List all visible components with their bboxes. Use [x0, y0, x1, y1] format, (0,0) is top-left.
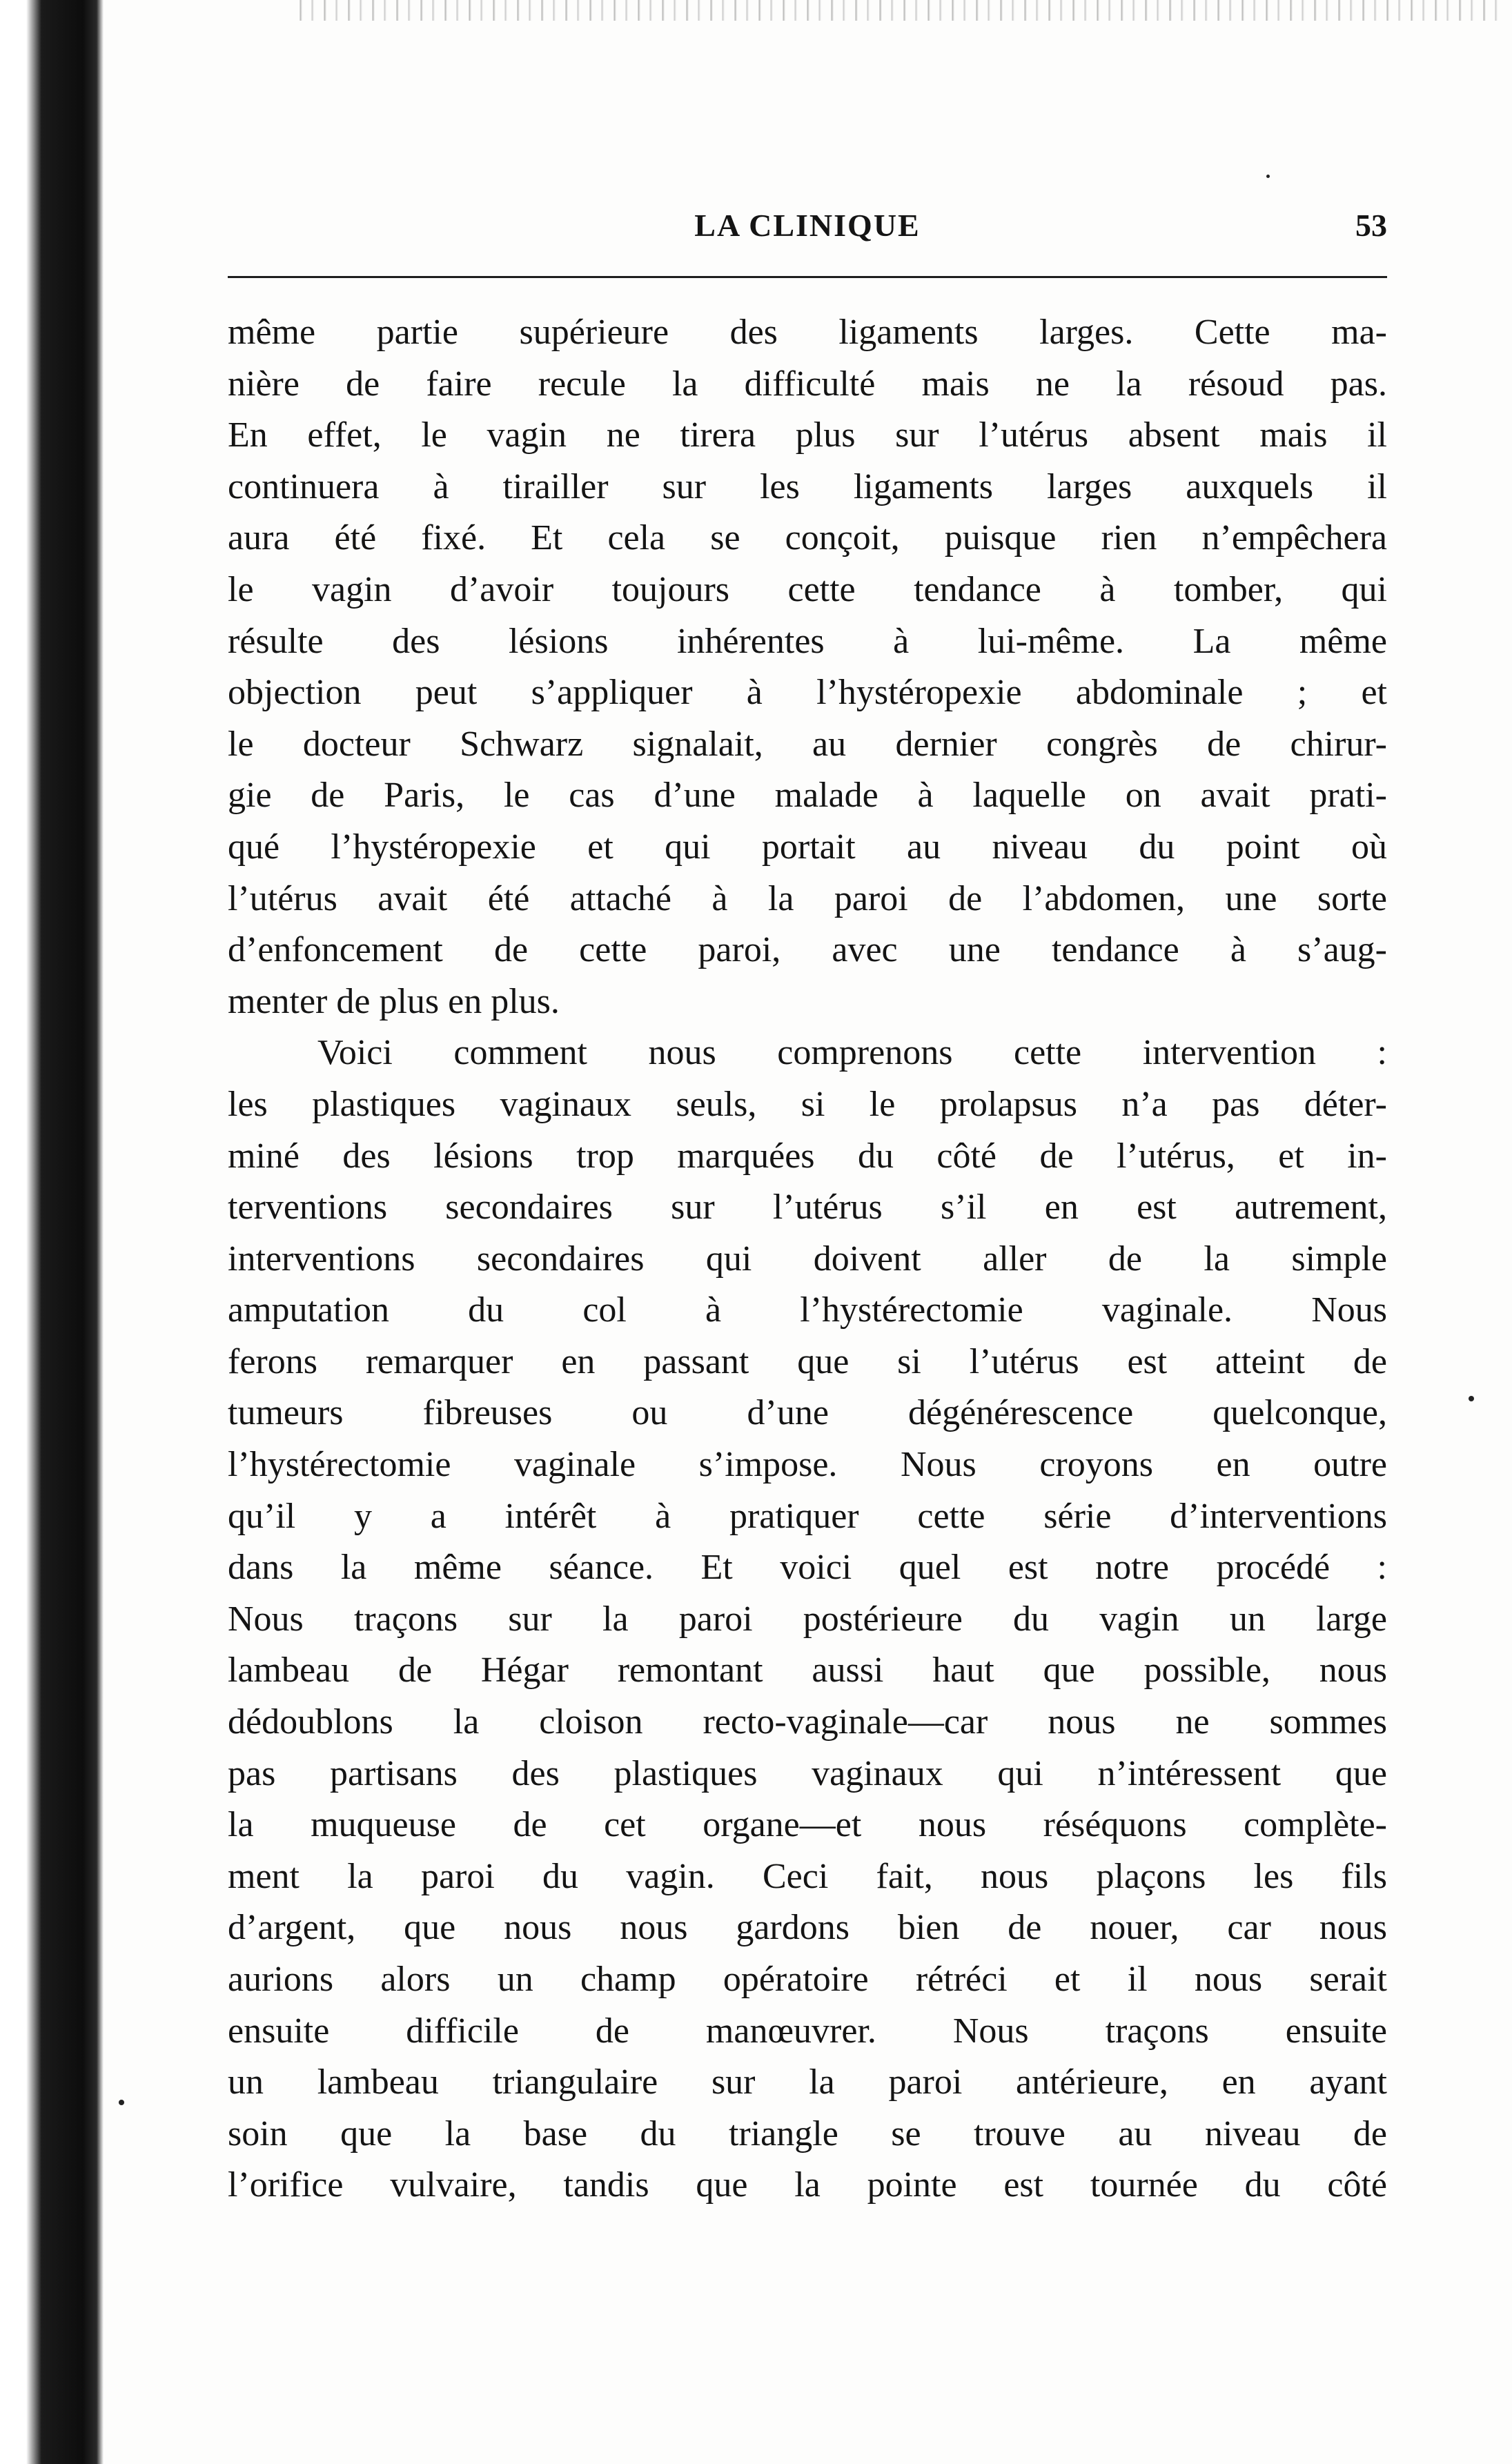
text-line: d’argent, que nous nous gardons bien de nouer, car nous	[228, 1908, 1387, 1948]
text-line: gie de Paris, le cas d’une malade à laquelle on avait prati-	[228, 776, 1387, 816]
text-line: l’utérus avait été attaché à la paroi de l’abdomen, une sorte	[228, 878, 1387, 918]
body-text	[228, 307, 1387, 2211]
text-line: la muqueuse de cet organe—et nous réséquons complète-	[228, 1805, 1387, 1845]
text-line: d’enfoncement de cette paroi, avec une tendance à s’aug-	[228, 930, 1387, 970]
margin-speck	[119, 2100, 124, 2105]
text-line: dédoublons la cloison recto-vaginale—car nous ne sommes	[228, 1702, 1387, 1742]
text-line: Nous traçons sur la paroi postérieure du vagin un large	[228, 1599, 1387, 1639]
margin-speck	[1469, 1396, 1474, 1401]
text-line: même partie supérieure des ligaments larges. Cette ma-	[228, 313, 1387, 352]
text-line: continuera à tirailler sur les ligaments larges auxquels il	[228, 466, 1387, 506]
header-rule	[228, 276, 1387, 278]
text-line: dans la même séance. Et voici quel est notre procédé :	[228, 1548, 1387, 1588]
text-line: qué l’hystéropexie et qui portait au niveau du point où	[228, 827, 1387, 867]
text-line: tumeurs fibreuses ou d’une dégénérescence quelconque,	[228, 1393, 1387, 1433]
text-line: En effet, le vagin ne tirera plus sur l’utérus absent mais il	[228, 415, 1387, 455]
text-line: qu’il y a intérêt à pratiquer cette série d’interventions	[228, 1496, 1387, 1536]
text-line: nière de faire recule la difficulté mais ne la résoud pas.	[228, 364, 1387, 404]
text-line: résulte des lésions inhérentes à lui-même. La même	[228, 621, 1387, 661]
running-title: LA CLINIQUE	[694, 208, 921, 243]
text-line: interventions secondaires qui doivent aller de la simple	[228, 1239, 1387, 1279]
text-line: menter de plus en plus.	[228, 981, 560, 1021]
binding-edge	[0, 0, 104, 2464]
running-header	[228, 207, 1387, 248]
text-line: l’orifice vulvaire, tandis que la pointe est tournée du côté	[228, 2165, 1387, 2205]
text-line: le docteur Schwarz signalait, au dernier congrès de chirur-	[228, 724, 1387, 764]
text-line: amputation du col à l’hystérectomie vaginale. Nous	[228, 1290, 1387, 1330]
text-line: pas partisans des plastiques vaginaux qui n’intéressent que	[228, 1753, 1387, 1793]
text-line: lambeau de Hégar remontant aussi haut que possible, nous	[228, 1650, 1387, 1691]
margin-speck	[1266, 175, 1270, 178]
text-line: les plastiques vaginaux seuls, si le prolapsus n’a pas déter-	[228, 1084, 1387, 1124]
text-line: terventions secondaires sur l’utérus s’il en est autrement,	[228, 1187, 1387, 1228]
text-line: ment la paroi du vagin. Ceci fait, nous plaçons les fils	[228, 1856, 1387, 1896]
text-line: soin que la base du triangle se trouve au niveau de	[228, 2113, 1387, 2153]
scan-noise	[290, 0, 1504, 21]
text-line: ensuite difficile de manœuvrer. Nous traçons ensuite	[228, 2011, 1387, 2051]
text-line: aurions alors un champ opératoire rétréci et il nous serait	[228, 1960, 1387, 1999]
text-line: ferons remarquer en passant que si l’utérus est atteint de	[228, 1341, 1387, 1381]
text-line: objection peut s’appliquer à l’hystéropexie abdominale ; et	[228, 673, 1387, 713]
text-line: aura été fixé. Et cela se conçoit, puisque rien n’empêchera	[228, 518, 1387, 558]
text-line-paragraph-start: Voici comment nous comprenons cette intervention :	[317, 1033, 1387, 1073]
page-number: 53	[1355, 208, 1387, 243]
text-line: miné des lésions trop marquées du côté de l’utérus, et in-	[228, 1136, 1387, 1176]
text-line: un lambeau triangulaire sur la paroi antérieure, en ayant	[228, 2062, 1387, 2102]
text-line: l’hystérectomie vaginale s’impose. Nous croyons en outre	[228, 1445, 1387, 1485]
text-line: le vagin d’avoir toujours cette tendance à tomber, qui	[228, 569, 1387, 609]
